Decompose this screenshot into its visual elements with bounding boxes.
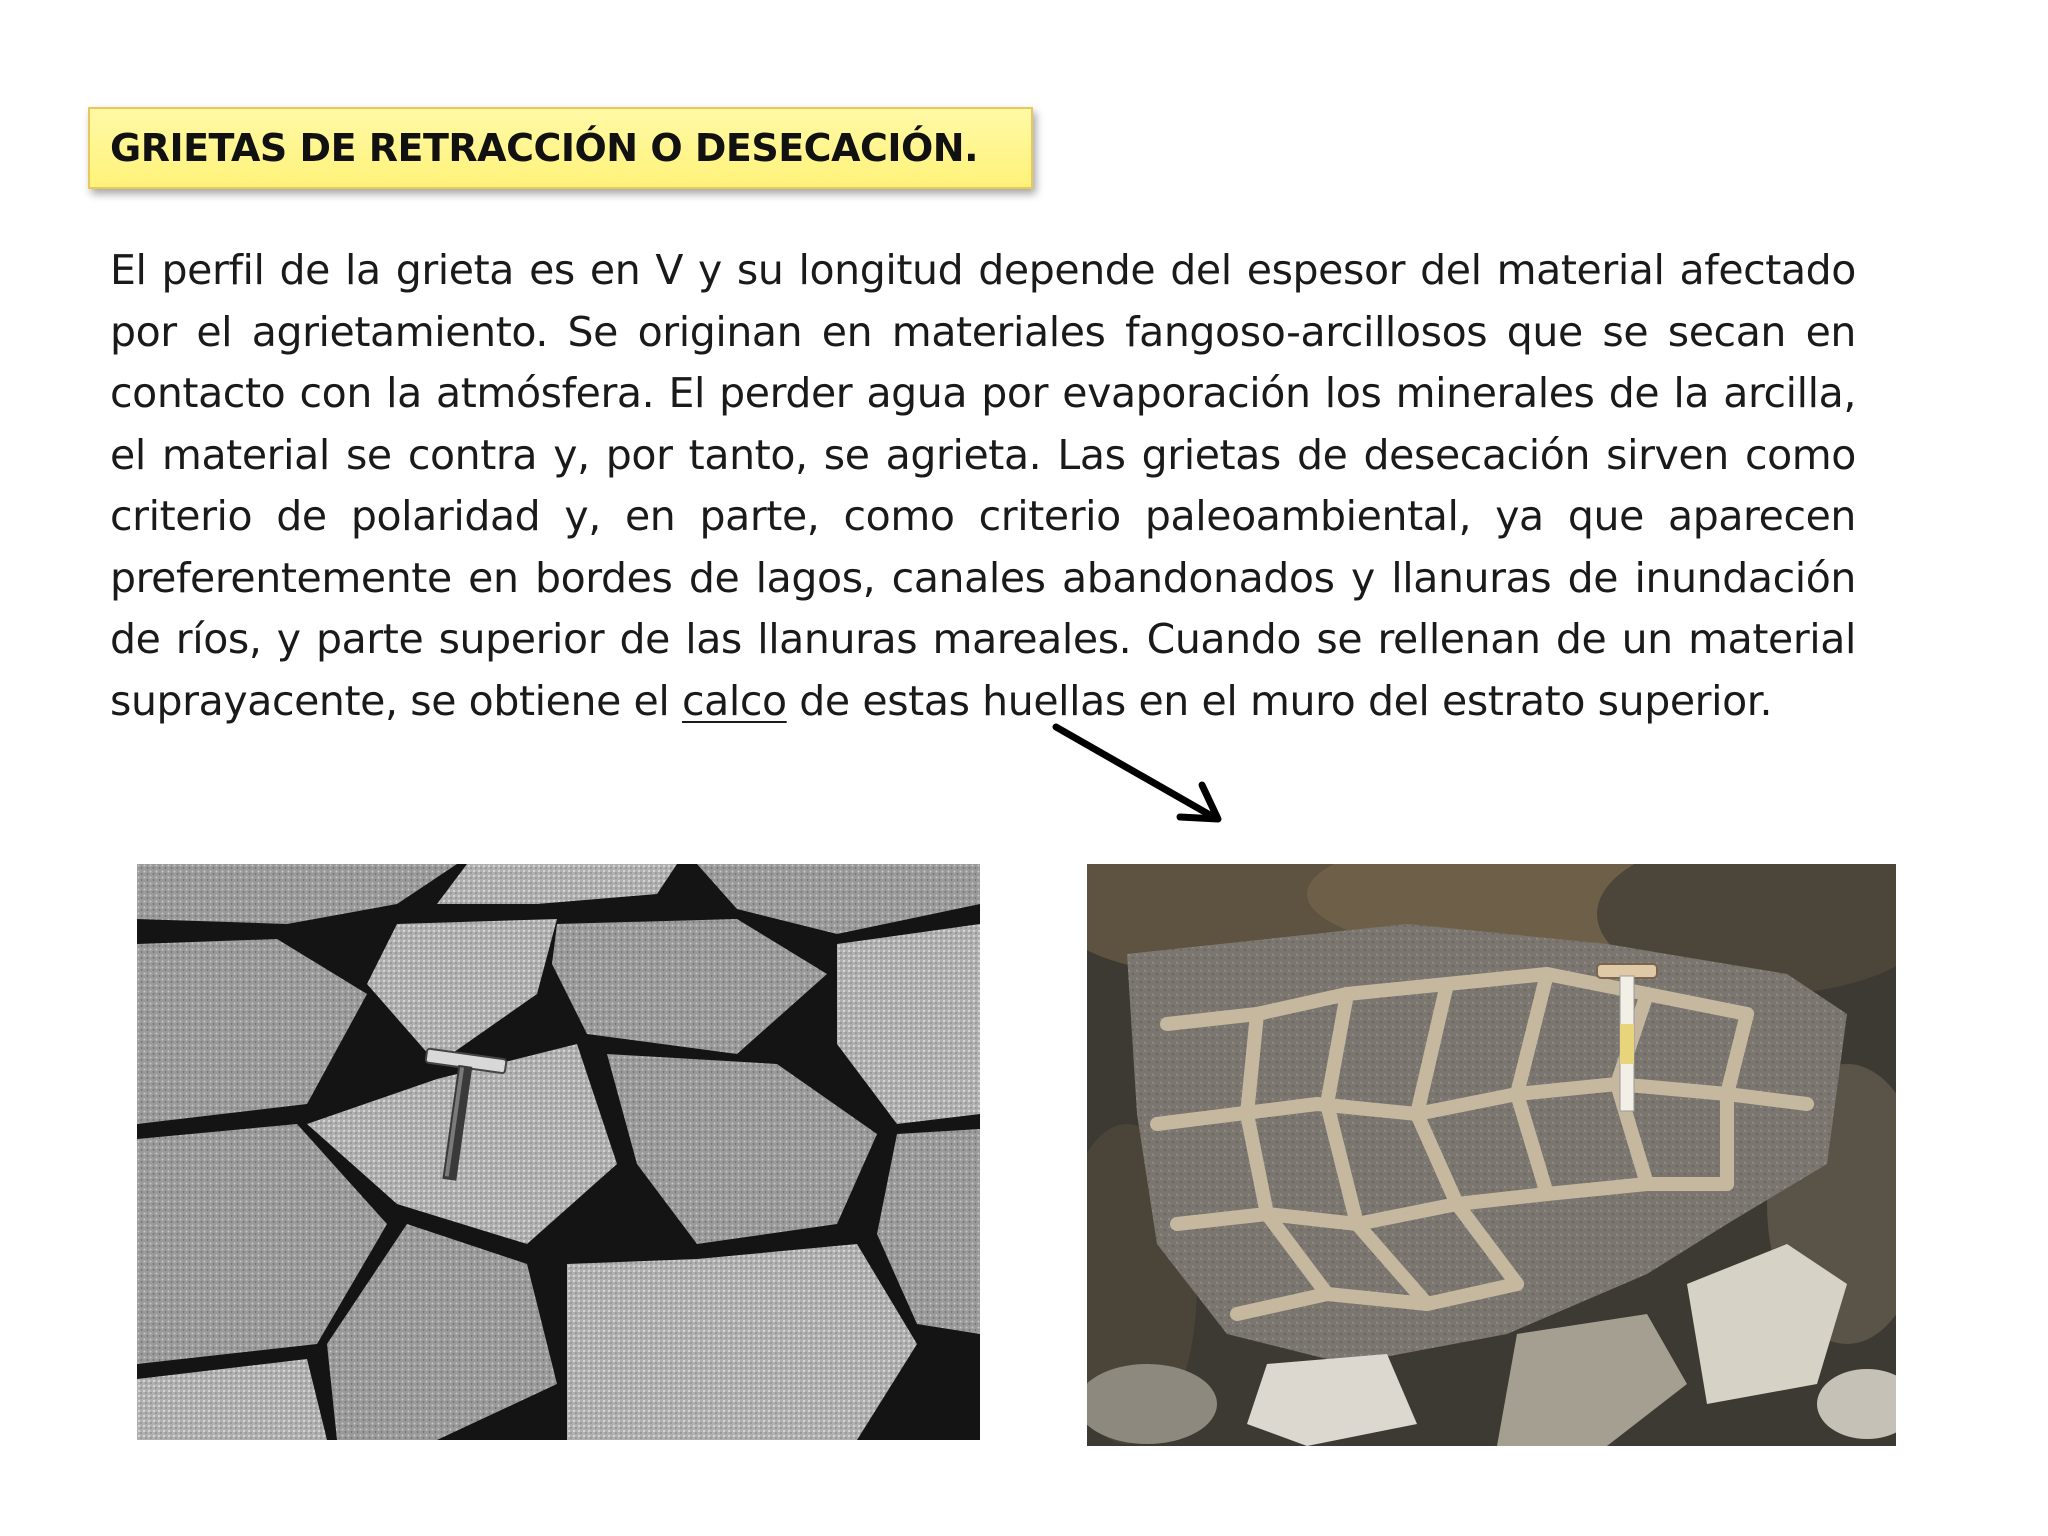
title-box [88,107,1033,189]
paragraph-text-start: El perfil de la grieta es en V y su longitud depende del espesor del material afectado por el agrietamiento. Se originan en materiales fangoso-arcillosos que se secan en contacto con la atmósfera. El perder agua por evaporación los minerales de la arcilla, el material se contra y, por tanto, se agrieta. Las grietas de desecación sirven como criterio de polaridad y, en parte, como criterio paleoambiental, ya que aparecen preferentemente en bordes de lagos, canales abandonados y llanuras de inundación de ríos, y parte superior de las llanuras mareales. Cuando se rellenan de un material suprayacente, se obtiene el [110,246,1856,725]
calco-underlined-word: calco [681,676,787,725]
paragraph-text-end: de estas huellas en el muro del estrato superior. [786,676,1773,725]
body-paragraph [110,240,1856,732]
pointer-arrow-icon [1040,715,1240,835]
mud-cracks-photo [137,864,980,1440]
mud-crack-casts-photo [1087,864,1896,1446]
slide-title: GRIETAS DE RETRACCIÓN O DESECACIÓN. [110,126,979,170]
